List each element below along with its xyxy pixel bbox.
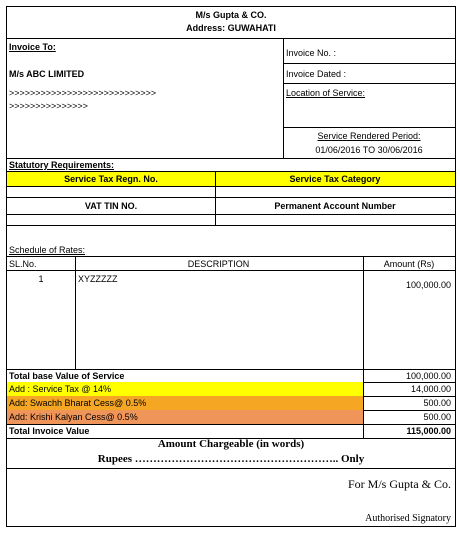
client-address-line2: >>>>>>>>>>>>>>> [9, 101, 88, 111]
divider [283, 63, 455, 64]
schedule-title: Schedule of Rates: [9, 245, 86, 255]
service-tax-regn-label: Service Tax Regn. No. [64, 174, 158, 184]
invoice-sheet [6, 6, 456, 527]
location-label: Location of Service: [286, 88, 366, 98]
col-desc-header: DESCRIPTION [187, 259, 250, 269]
period-value: 01/06/2016 TO 30/06/2016 [315, 145, 423, 155]
base-value-label: Total base Value of Service [9, 371, 125, 381]
statutory-title: Statutory Requirements: [9, 160, 115, 170]
divider [283, 127, 455, 128]
divider [7, 225, 455, 226]
item-amount: 100,000.00 [405, 280, 451, 290]
base-value: 100,000.00 [405, 371, 451, 381]
col-sl-header: SL.No. [9, 259, 37, 269]
item-sl: 1 [38, 274, 44, 284]
pan-label: Permanent Account Number [274, 201, 396, 211]
total-invoice-value: 115,000.00 [406, 426, 451, 436]
period-label: Service Rendered Period: [317, 131, 421, 141]
divider [7, 186, 455, 187]
col-amount-header: Amount (Rs) [383, 259, 435, 269]
kkc-label: Add: Krishi Kalyan Cess@ 0.5% [9, 412, 138, 422]
service-tax-category-label: Service Tax Category [289, 174, 381, 184]
for-company: For M/s Gupta & Co. [347, 477, 451, 491]
invoice-dated-label: Invoice Dated : [286, 69, 347, 79]
company-address: Address: GUWAHATI [186, 23, 276, 33]
client-name: M/s ABC LIMITED [9, 69, 85, 79]
sbc-label: Add: Swachh Bharat Cess@ 0.5% [9, 398, 147, 408]
authorised-signatory: Authorised Signatory [365, 513, 451, 524]
invoice-to-title: Invoice To: [9, 42, 56, 52]
service-tax-label: Add : Service Tax @ 14% [9, 384, 112, 394]
divider [7, 468, 455, 469]
divider [7, 214, 455, 215]
divider [7, 38, 455, 39]
company-name: M/s Gupta & CO. [195, 10, 267, 20]
divider [7, 197, 455, 198]
sbc-value: 500.00 [423, 398, 451, 408]
client-address-line1: >>>>>>>>>>>>>>>>>>>>>>>>>>>> [9, 88, 157, 98]
divider [75, 256, 76, 369]
rupees-line: Rupees ……………………………………………….. Only [97, 453, 365, 465]
vat-tin-label: VAT TIN NO. [84, 201, 138, 211]
divider [215, 171, 216, 225]
service-tax-value: 14,000.00 [410, 384, 451, 394]
total-invoice-label: Total Invoice Value [9, 426, 90, 436]
kkc-value: 500.00 [423, 412, 451, 422]
invoice-no-label: Invoice No. : [286, 48, 337, 58]
amount-in-words-label: Amount Chargeable (in words) [157, 438, 305, 450]
item-desc: XYZZZZZ [78, 274, 118, 284]
divider [283, 83, 455, 84]
divider [7, 171, 455, 172]
